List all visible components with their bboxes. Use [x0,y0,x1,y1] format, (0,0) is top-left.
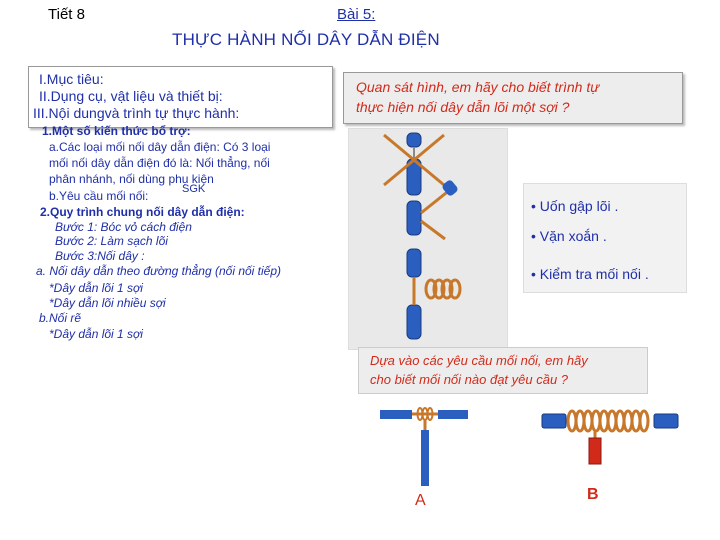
section-a: a. Nối dây dẫn theo đường thẳng (nối nối tiếp) [36,264,282,278]
splice-b-image [540,400,680,480]
step-bullet-2: • Vặn xoắn . [531,228,607,244]
step-1: Bước 1: Bóc vỏ cách điện [55,220,192,234]
section-1-heading: 1.Một số kiến thức bổ trợ: [42,124,191,138]
section-a-item-2: *Dây dẫn lõi nhiều sợi [49,296,166,310]
outline-line-2: II.Dụng cụ, vật liệu và thiết bị: [39,88,223,104]
question-1-box [343,72,683,124]
steps-list [523,183,687,293]
section-1a-line2: mối nối dây dẫn điện đó là: Nối thẳng, nối [49,156,270,170]
section-a-item-1: *Dây dẫn lõi 1 sợi [49,281,143,295]
question-1-line1: Quan sát hình, em hãy cho biết trình tự [356,79,600,95]
question-2-box [358,347,648,394]
section-1a-line3: phân nhánh, nối dùng phụ kiện [49,172,214,186]
outline-line-1: I.Mục tiêu: [39,71,104,87]
lesson-bai: Bài 5: [337,6,376,23]
outline-box [28,66,333,128]
question-1-line2: thực hiện nối dây dẫn lõi một sợi ? [356,99,570,115]
option-b-label: B [587,486,599,503]
wire-splice-steps-drawing [349,129,507,349]
section-1a-line1: a.Các loại mối nối dây dẫn điện: Có 3 loại [49,140,271,154]
splice-steps-illustration [348,128,508,350]
outline-line-3: III.Nội dungvà trình tự thực hành: [33,105,240,121]
option-a-label: A [415,492,426,509]
section-2-heading: 2.Quy trình chung nối dây dẫn điện: [40,205,245,219]
step-2: Bước 2: Làm sạch lõi [55,234,168,248]
question-2-line1: Dựa vào các yêu cầu mối nối, em hãy [370,353,588,368]
page-title: THỰC HÀNH NỐI DÂY DẪN ĐIỆN [172,30,440,49]
step-3: Bước 3:Nối dây : [55,249,145,263]
step-bullet-3: • Kiểm tra mối nối . [531,266,649,282]
step-bullet-1: • Uốn gập lõi . [531,198,619,214]
splice-a-image [380,400,470,490]
section-1b-ref: SGK [182,183,206,195]
question-2-line2: cho biết mối nối nào đạt yêu cầu ? [370,372,569,387]
lesson-number: Tiết 8 [48,6,85,23]
section-b-item-1: *Dây dẫn lõi 1 sợi [49,327,143,341]
section-b: b.Nối rẽ [39,311,82,325]
section-1b: b.Yêu cầu mối nối: [49,189,149,203]
